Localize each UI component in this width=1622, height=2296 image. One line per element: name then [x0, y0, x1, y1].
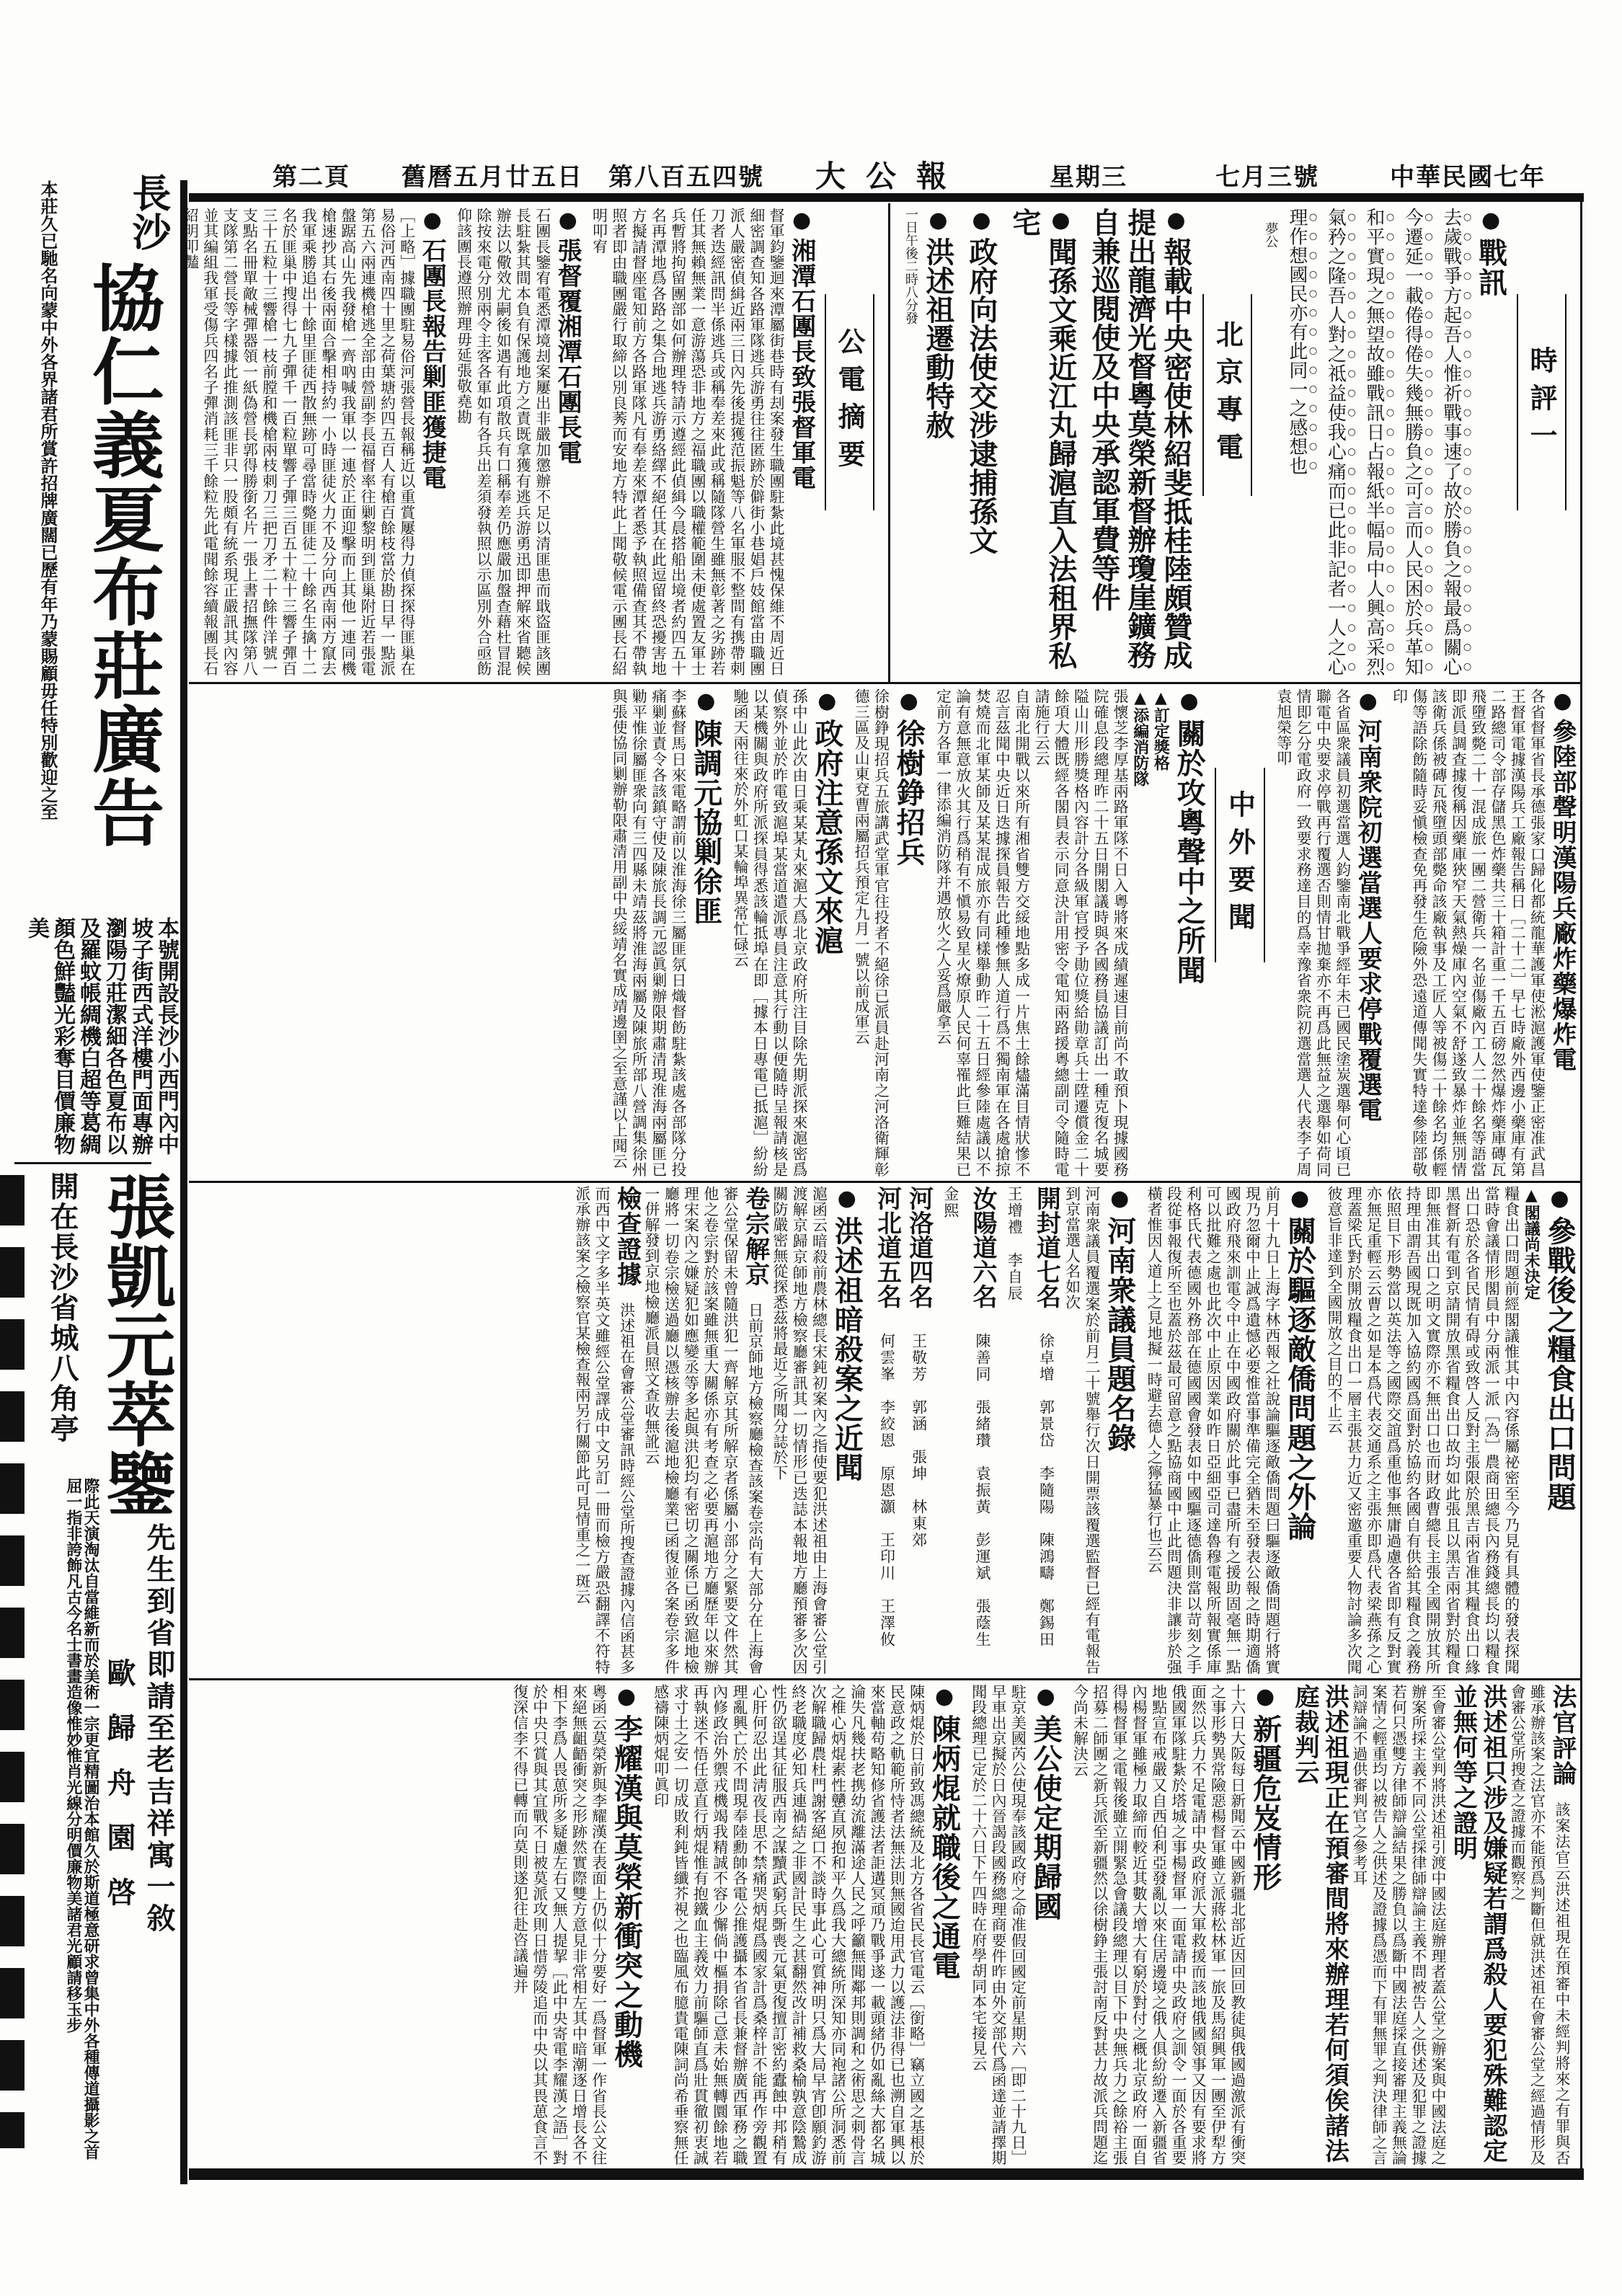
domestic-foreign-news-label: 中外要聞: [1215, 768, 1264, 962]
bullet-icon: ●: [693, 688, 719, 714]
bullet-icon: ●: [1287, 1186, 1313, 1212]
band-divider: [189, 682, 1580, 684]
band2: [191, 688, 1577, 1177]
article-title: 陳調元協剿徐匪: [688, 719, 723, 926]
article-text: 該案法官云洪述祖現在預審中未經判將來之有罪與否雖承辦該案之法官亦不能預爲判斷但就洪述祖在會審公堂之經過情形及會審公堂所搜查之證據而觀察之: [1509, 1684, 1571, 2166]
official-telegram-label: 公電摘要: [825, 294, 874, 510]
article-title: 參陸部聲明漢陽兵廠炸藥爆炸電: [1548, 719, 1577, 1072]
bullet-icon: ●: [789, 208, 815, 234]
chen-bandits-article: [609, 688, 723, 1177]
bullet-icon: ●: [1478, 208, 1504, 234]
bullet-icon: ●: [1355, 688, 1381, 714]
roster-district: [871, 1186, 903, 1675]
article-body: 徐樹錚現招兵五旅講武堂軍官往投者不絕徐已派員赴河南之河洛衛輝彰德三區及山東兗曹兩屬招兵預定九月一號以前成軍云: [853, 688, 890, 1177]
band4: [191, 1684, 1577, 2166]
band1-right: [894, 208, 1575, 676]
bullet-icon: ●: [613, 1684, 639, 1710]
ad-place: 長沙: [126, 173, 172, 251]
article-body: [1274, 688, 1352, 1177]
article-body: 滬函云暗殺前農林總長宋鈍初案內之指使要犯洪述祖由上海會審公堂引渡解京歸京師地方檢察廳審訊其一切情形已迭誌本報地方廳預審多次因關防嚴密無從探悉茲將最近之所聞分誌於下: [771, 1186, 828, 1675]
ad-side-text: 本莊久已馳名向蒙中外各界諸君所賞許招牌廣闊已歷有年乃蒙賜顧毋任特別歡迎之至: [37, 180, 58, 820]
bullet-icon: ●: [925, 208, 951, 233]
xu-recruit-article: [851, 688, 926, 1177]
telegram-timestamp: 一日午後二時八分發: [903, 208, 918, 324]
ad-body: 本號開設長沙小西門內中坡子街西式洋樓門面專辦瀏陽刀莊潔細各色夏布以及羅蚊帳綢機白超等葛綢顏色鮮豔光彩奪目價廉物美: [24, 917, 179, 1155]
article-text: 日前京師地方檢察廳檢查該案卷宗尚有大部分在上海會審公堂保留未曾隨洪犯一齊解京其所解京者係屬小部分之緊要文件然其他之卷宗對於該案雖無重大關係亦有考查之必要再滬地方廳歷年以來辦理宋案內之嫌疑犯如應變丞等多起與洪犯均有密切之關係已函致滬地檢廳將一切卷宗檢送過廳以憑核辦去後滬地檢廳業已函復並各案卷宗多件一併解發到京地檢廳派員照文查收無訛云: [642, 1186, 764, 1675]
masthead-issue: 第八百五四號: [608, 163, 764, 192]
addressee: 各省督軍省長: [1528, 688, 1546, 784]
district-name: 汝陽道六名: [968, 1186, 997, 1308]
bullet-icon: ●: [968, 208, 994, 233]
article-title: 參戰後之糧食出口問題: [1543, 1216, 1577, 1512]
official-telegram-article: [180, 208, 446, 676]
article-body: 河南衆議員覆選案於前月二十號舉行次日開票該覆選監督已經有電報告到京當選人名如次: [1063, 1186, 1101, 1675]
us-minister-article: [968, 1684, 1063, 2166]
beijing-telegram-label: 北京專電: [1202, 294, 1252, 496]
article-title: 河南衆議員題名錄: [1102, 1216, 1137, 1453]
article-subhead: 洪述祖現正在預審間將來辦理若何須俟諸法庭裁判云: [1290, 1684, 1350, 2163]
bullet-icon: ●: [931, 1684, 957, 1710]
article-subhead: ▲閣議尚未決定: [1522, 1186, 1541, 1300]
district-members: 何雲峯 李絞恩 原恩灝 王印川 王澤攸: [878, 1333, 896, 1648]
article-body: 張懷芝李厚基兩路軍隊不日入粵將來成績遲速目前尚不敢預卜現據國務院確息段總理昨二十五日開閣議時與各國務員協議訂出一種克復名城要隘山川形勝獎格內容計分各級軍官授予勛位獎給勛章兵士陞遷償金二十餘項大體既經各閣員表示同意決計用密令電知兩路援粵總副司令隨時電請施行云云: [1032, 688, 1130, 1177]
band1-left: [182, 208, 883, 676]
beijing-telegram-item: [901, 208, 956, 676]
article-subhead: 法官評論: [1548, 1684, 1577, 1786]
column-divider: [888, 203, 890, 682]
article-body: 糧食出口問題前經閣議惟其中內容係屬祕密至今乃見有具體的發表探聞當時會議情形閣員中分兩派一派［為］農商田總長內務錢總長均以糧食出口恐於各省民情有碍或致啓人反對主張限於黑吉兩省准其糧食出口緣黑督新有電到京請開放黑省糧食出口故均如此張且以黑吉兩省對於糧食即無准其出口之明文實際亦不無出口也而財政曹總長主張全國開放其所持理由謂吾國現既加入協約國爲面對於協約各國自有供給其糧食之義務依照目下形勢當以英法等之國際交誼爲重他事無庸過慮各省即有反對實亦無足重輕云云曹之如是本爲代表交通系之主張亦即爲代表梁燕孫之心理蓋梁氏對於開放糧食出口一層主張甚力近又密邀重要人物討論多次聞彼意旨非達到全國開放之目的不止云: [1325, 1186, 1520, 1675]
official-telegram-article: [589, 208, 815, 676]
commentary-label: 時評一: [1517, 294, 1566, 510]
article-title: 美公使定期歸國: [1029, 1714, 1063, 1921]
bullet-icon: ●: [420, 208, 446, 234]
article-body: 陳炳焜於日前致馮總統及北方各省民長官電云［銜略］竊立國之基根於民意政之軌範所恃者法無法則無國迨用武力以護法非得已也溯自軍興以來當軸苟略知修省護法者詎遘冥頑乃戰爭遂一載頭緒仍如亂絲大都名城淪失凡幾扶老携幼流離滿途人民之呼籲無聞鄰邦則調和之術思之刺骨言之椎心炳焜素性戇直夙抱和平久爲我大總統所深知亦同袍諸公所洞悉前次解職歸農杜門謝客絕口不談時事此心可質神明只爲大局早宵卽願釣游終老職度必知兵連禍結之非國計民生之甚翻然改計補救桑榆孰意陰鷙成性仍欲逞其征服西南之謀黷武窮兵斲喪元氣更復擅訂密約蠹蝕中邦稍有心肝何忍出此淸夜長思不禁痛哭炳焜爲國家計爲桑梓計不能再作旁觀置理亂興亡於不問現奉陸勳帥各電公推護攝本省省長兼督辦廣西軍務之職內修政治外禦戎機竭我精誠不容少懈倘中樞捐除己意未始無轉圜餘地若再執迷不悟任意直行炳焜惟有抱鐵血主義效力前驅師直爲壯貫徹初衷誠求寸土之安一切成敗利鈍皆纖芥視之也臨風布臆貴電陳詞尚希垂察無任感禱陳炳焜叩眞印: [652, 1684, 926, 2166]
li-mo-article: [510, 1684, 643, 2166]
beijing-telegram-text: 聞孫文乘近江丸歸滬直入法租界私宅: [1007, 208, 1078, 670]
article-body: 督軍鈞鑒迴來潭屬街巷時有刦案發生職團駐紮此境甚愧保維不周近日細密調查知各路軍隊逃兵游勇往往匿跡於僻街小巷娼戶妓館當由職團派人嚴密偵緝近兩三日內先後提獲范振魁等八名軍服不整間有携帶刺刀者迭經訊問半係逃兵或稱奉差來此或稱隨隊營生雖無彰著之劣跡若任其無賴無業一意游蕩恐非地方之福職團以職權範圍未便處置友軍士兵暫將拘留團部如何辦理特請示遵經此偵緝今晨搭船出境者約四五十名再潭地爲各路之集合地逃兵游勇絡繹不絕任其在此逗留終恐擾害地方擬請督座電知前方各路軍隊凡有奉差來潭者悉予執照備查其不帶執照者即由職團嚴行取締以別良莠而安地方特此上聞敬候電示團長石紹明叩宥: [590, 208, 786, 676]
article-body: 駐京美國芮公使現奉該國政府之命准假回國定前星期六［即二十九日］早車出京擬於日內晉謁段國務總理商要件昨由外交部代爲函達並請擇期聞段總理已定於二十六日下午四時在府學胡同本宅接見云: [970, 1684, 1027, 2166]
ad-cut-title: [0, 1175, 25, 2148]
addressee: 各省區: [1334, 688, 1352, 736]
masthead-page: 第二頁: [272, 163, 350, 192]
district-name: 河洛道四名: [904, 1186, 934, 1308]
bullet-icon: ●: [834, 1186, 860, 1212]
district-name: 開封道七名: [1032, 1186, 1061, 1308]
article-subhead: 檢查證據: [612, 1186, 642, 1287]
sun-shanghai-article: [730, 688, 844, 1177]
roster-district: [903, 1186, 934, 1675]
bullet-icon: ●: [1033, 1684, 1059, 1710]
roster-district: [935, 1186, 998, 1675]
xinjiang-article: [1070, 1684, 1282, 2166]
hong-case-article: [572, 1186, 864, 1675]
ad-location: 開在長沙省城八角亭: [45, 1171, 79, 1444]
ad-message-title: 張凱元萃鑒: [95, 1171, 177, 1517]
roster-district: [998, 1186, 1062, 1675]
article-body: 至會審公堂判將洪述祖引渡中國法庭辦理者蓋公堂之辦案與中國法庭之辦案所採主義不同公堂採律師辯論主義不問被告人之供述及犯罪之證據若何只憑雙方律師辯論結果之勝負以爲斷中國法庭採直接審理主義無論案情之輕重均以被告人之供述及證據爲憑而下有罪無罪之判決律師之言詞辯論不過供審判官之參考耳: [1350, 1684, 1447, 2166]
article-title: 關於驅逐敵僑問題之外論: [1282, 1216, 1317, 1541]
henan-roster-article: [871, 1186, 1137, 1675]
beijing-telegram-item: [963, 208, 999, 676]
district-members: 徐卓增 郭景岱 李隨陽 陳鴻疇 鄭錫田 王增禮 李自辰: [1006, 1186, 1055, 1665]
bullet-icon: ●: [814, 688, 840, 714]
masthead-year: 中華民國七年: [1390, 163, 1546, 192]
bullet-icon: ●: [555, 208, 581, 234]
article-title: 徐樹錚招兵: [892, 719, 926, 866]
article-title: 湘潭石團長致張督軍電: [786, 238, 816, 490]
district-members: 王敬芳 郭涵 張坤 林東郊: [910, 1333, 928, 1548]
article-title: 關於攻粵聲中之所聞: [1172, 719, 1207, 985]
article-body: 石團長鑒宥電悉潭境刦案屢出非嚴加懲辦不足以清匪患而戢盜匪該團長駐紮其間本負有保護地方之責既拿獲有逃兵游勇迅即押解來省聽候辦法以儆效尤嗣後如遇有此項散兵有口稱奉差仍應嚴加盤查藉杜冒混除按來電分別兩令主客各軍如有各兵出差須發執照以示區別外合亟飭仰該團長遵照辦理毋延張敬堯勘: [455, 208, 551, 676]
commentary-body: 去歲戰爭方起吾人惟祈戰事速了故於勝負之報最爲關心今遷延一載倦得倦失幾無勝負之可言而人民困於兵革知和平實現之無望故雖戰訊日占報紙半幅局中人興高采烈氣矜之隆吾人對之祗益使我心痛而已此非記者一人之心理作想國民亦有此同一之感想也: [1285, 208, 1462, 676]
masthead-paper-name: 大公報: [815, 159, 967, 194]
article-body: 前月十九日上海字林西報之社說論驅逐敵僑問題曰驅逐敵僑問題行將實現乃忽爾中止誠爲遺憾必要惟當事準備完全猶未至發表公報之時期適僑國政府飛來訓電令中止在中國政府關於此事已盡所有之援助固毫無一點可以批難之處也此次中止原因業如昨日亞細亞司達魯穆電報所報實係庫利格氏代表德國外務部在德國國會發表如中國驅逐德僑則當以苛刻之手段從事報復所至也蓋於茲最可留意之點協商國中止此問題決非讓步於强橫者惟因人道上之見地擬一時避去德人之獰猛暴行也云云: [1145, 1186, 1281, 1675]
article-title: 河南衆院初選當選人要求停戰覆選電: [1353, 719, 1383, 1122]
beijing-telegram-item: [1006, 208, 1078, 676]
commentary-article: [1261, 208, 1507, 676]
article-title: 政府注意孫文來滬: [810, 719, 844, 955]
official-telegram-article: [453, 208, 582, 676]
bullet-icon: ●: [1252, 1684, 1278, 1710]
beijing-telegram-text: 政府向法使交涉逮捕孫文: [964, 237, 998, 554]
article-body: 粵函云莫榮新與李耀漢在表面上仍似十分要好一爲督軍一作省長公文往來絕無齟齬衝突之形跡然實際雙方意見非常相左其中暗潮逐日增長各不相下李爲人畏葸所多疑慮左右又無人提挈［此中央寄電李耀漢之語］對於中央只賞與其宜戰不日被莫派攻則日惜勞陵追而中央以其畏葸食言不復深信李不得已轉而向莫則遂犯往赴咨議遍并: [511, 1684, 608, 2166]
article-body: 李蘇督馬日來電略謂前以淮海徐三屬匪氛日熾督飭駐紮該處各部隊分投痛剿並責令各該鎮守使及陳旅長調元認眞剿辦限期肅清現淮海兩屬匪已勦平惟徐屬匪衆向有三四縣未靖茲將淮海兩屬及陳旅所部八營調集徐州與張使協同剿辦勒限肅清用副中央綏靖名實成靖邊圉之至意謹以上聞云: [611, 688, 687, 1177]
bullet-icon: ●: [896, 688, 922, 714]
beijing-telegram-text: 洪述祖遷動特赦: [921, 237, 955, 439]
beijing-telegram-text: 報載中央密使林紹斐抵桂陸頗贊成提出龍濟光督粵莫榮新督辦瓊崖鑛務自兼巡閱使及中央承認軍費等件: [1086, 208, 1193, 670]
ad-title: 協仁義夏布莊廣告: [80, 261, 165, 849]
article-title: 石團長報告剿匪獲捷電: [417, 238, 447, 490]
article-subhead: 洪述祖只涉及嫌疑若謂爲殺人要犯殊難認定並無何等之證明: [1448, 1684, 1507, 2163]
article-text: 洪述祖在會審公堂審訊時經公堂所搜查證據內信函甚多而西中文字多半英文雖經公堂譯成中文另訂一冊而檢方嚴恐翻譯不符特派承辦該案之檢察官某檢查報兩另行關節此可見情重之一斑云: [573, 1186, 636, 1675]
hong-case-continued: [1290, 1684, 1577, 2166]
ad-message-signature: 歐歸舟園啓: [102, 1658, 136, 1932]
article-title: 新疆危岌情形: [1248, 1714, 1282, 1892]
article-text: 衆議員初選當選人鈞鑒南北戰爭經年未已國民塗炭選舉何心頃已聯電中央要求停戰再行覆選否則情甘拋棄亦不再爲此無益之選舉如荷同情即乞分電政府一致要求務達目的爲幸豫省衆院初選當選人代表李子周袁旭榮等叩: [1275, 688, 1352, 1178]
bullet-icon: ●: [1176, 688, 1202, 714]
district-name: 河北道五名: [872, 1186, 902, 1308]
article-title: 李耀漢與莫榮新衝突之動機: [609, 1714, 644, 2069]
bullet-icon: ●: [1550, 688, 1575, 714]
bullet-icon: ●: [1547, 1186, 1572, 1212]
article-body: [1389, 688, 1546, 1177]
article-text: 承德張家口歸化都統龍華護軍使淞滬護軍使鑒正密准武昌王督軍電據漢陽兵工廠報告稱日［二十二］早七時廠外西邊小藥庫有第二路總司令部存儲黑色炸藥共三十箱計重一千五百磅忽然爆炸藥庫磚瓦飛墮致斃二十一混成旅一團二營衛兵一名並傷廠內工人二十餘名等語當即派員調查據復稱因藥庫狹窄天氣熱燥庫內空氣不舒遂致暴炸並無別情該衛兵係被磚瓦飛墮頭部斃命該廠執事及工匠人等被傷二十餘名均係輕傷等語除飭隨時妥愼檢查免再發生危險外恐遠道傳聞失實特達參陸部敬印: [1391, 688, 1546, 1178]
article-title: 洪述祖暗殺案之近聞: [830, 1216, 864, 1482]
chen-binghun-article: [650, 1684, 961, 2166]
article-subhead: ▲訂定獎格: [1151, 688, 1171, 771]
beijing-telegram-item: [1086, 208, 1194, 676]
article-body: 十六日大阪每日新聞云中國新疆北部近因回回教徒與俄國過激派有衝突之事形勢異常險惡楊督軍雖立派蔣松林軍一旅及馬紹興軍一團至伊犁方面然以兵力不足電請中央政府派大軍救援而該地俄國領事又因有要求將俄國軍隊駐紮於塔城之事楊督軍一面電請中央政府之訓令一面於各重要地點宣布戒嚴又自西伯利亞發亂以來住居邊境之俄人俱紛紛遷入新疆省內楊督軍雖極力取締而較近其數大增大有窮於對付之概北京政府一面自得楊督軍之電報後雖立開緊急會議段總理以目下中央無兵力之餘裕主張招募二師團之新兵派至新疆然以徐樹錚主張討南反對甚力故派兵問題迄今尚未解決云: [1071, 1684, 1246, 2166]
canton-article: [933, 688, 1206, 1177]
ad-message-text: 先生到省即請至老吉祥寓一敘: [142, 1522, 176, 1935]
commentary-title: 戰訊: [1473, 238, 1508, 297]
bullet-icon: ●: [1163, 208, 1189, 233]
article-title: 陳炳焜就職後之通電: [927, 1714, 962, 1980]
band3: [191, 1186, 1577, 1675]
article-body: 自南北開戰以來所有湘省雙方交綏地點多成一片焦土餘燼滿目情狀慘不忍言茲聞中央近日迭據探員報告此種慘無人道行爲不獨南軍在各處搶掠焚燒而北軍某師及某某混成旅亦有同樣舉動昨二十五日經參陸處議以不論有意無意放火其行爲稍有不愼易致星火燎原人民何辜罹此巨難結果已定前方各軍一律添編消防隊并遇放火之人妥爲嚴拿云: [934, 688, 1031, 1177]
bullet-icon: ●: [1047, 208, 1073, 233]
masthead-lunar-date: 舊曆五月廿五日: [402, 163, 583, 192]
enemy-nationals-article: [1144, 1186, 1317, 1675]
article-title: 張督覆湘潭石團長電: [553, 238, 582, 465]
bullet-icon: ●: [1107, 1186, 1133, 1212]
article-body: 孫中山此次由日乘某某丸來滬大爲北京政府所注目除先期派探來滬密爲偵察外並於昨電致滬埠某當道遣派專員注意其行動以便隨時呈報請核是以某機關與政府所派探員得悉該輪抵埠在即［據本日專電已抵滬］紛紛馳函天兩往來於外虹口某輪埠異常忙碌云: [732, 688, 808, 1177]
district-members: 陳善同 張緒瓚 袁振黃 彭運斌 張蔭生 金熙: [941, 1186, 991, 1665]
band-divider: [189, 1678, 1580, 1680]
article-subhead: 卷宗解京: [740, 1186, 770, 1287]
arsenal-article: [1389, 688, 1577, 1177]
article-subhead: ▲添編消防隊: [1130, 688, 1150, 786]
ad-divider: [14, 1162, 151, 1164]
band-divider: [189, 1181, 1580, 1183]
henan-electors-article: [1274, 688, 1383, 1177]
masthead-date: 七月三號: [1215, 163, 1319, 192]
grain-export-article: [1324, 1186, 1577, 1675]
right-border: [1580, 195, 1582, 2170]
ad-studio-body: 際此天演淘汰自當維新而於美術一宗更宜精圖治本館久於斯道極意研求曾集中外各種傳道攝影之首屈一指非誇飾凡古今名士書畫造像惟妙惟肖光線分明價廉物美諸君光顧請移玉步: [63, 1478, 100, 2160]
commentary-author: 夢公: [1263, 222, 1279, 248]
article-body: ［上略］據職團駐易俗河張營長報稱近以重賞屢得力偵探探得匪巢在易俗河西南四十里之荷葉塘約四五百人有槍百餘枝當於勘日早一點派第五六兩連機槍逃全部由營副李長福督率往剿黎明到匪巢附近若張電盤踞高山先我發槍一齊吶喊我軍以一連於正面迎擊而上其他一連同機槍速抄其右後兩面合擊相持約一小時匪徒火力不及分向西南兩方竄去我軍乘勝追出十餘里匪徒西散無跡可尋當時斃匪徒二十餘名生擒十二名於匪巢中搜得七九子彈千一百粒單響子彈三百五十粒十三響子彈百三十五粒十三響槍一枝前膛和機槍兩枝刺刀三把刀矛二十餘件洋號一支點名冊單敵械彈器領一紙偽營長郭得勝銜名片一張上書招撫隊第八支隊第二營長等字樣據此推測該匪非只一股頗有統系現正嚴訊其內容並其編組我軍受傷兵四名子彈消耗三千餘粒先此電聞餘容續報團長石紹明叩豔: [182, 208, 416, 676]
bottom-border: [189, 2168, 1584, 2180]
masthead-weekday: 星期三: [1050, 163, 1127, 192]
